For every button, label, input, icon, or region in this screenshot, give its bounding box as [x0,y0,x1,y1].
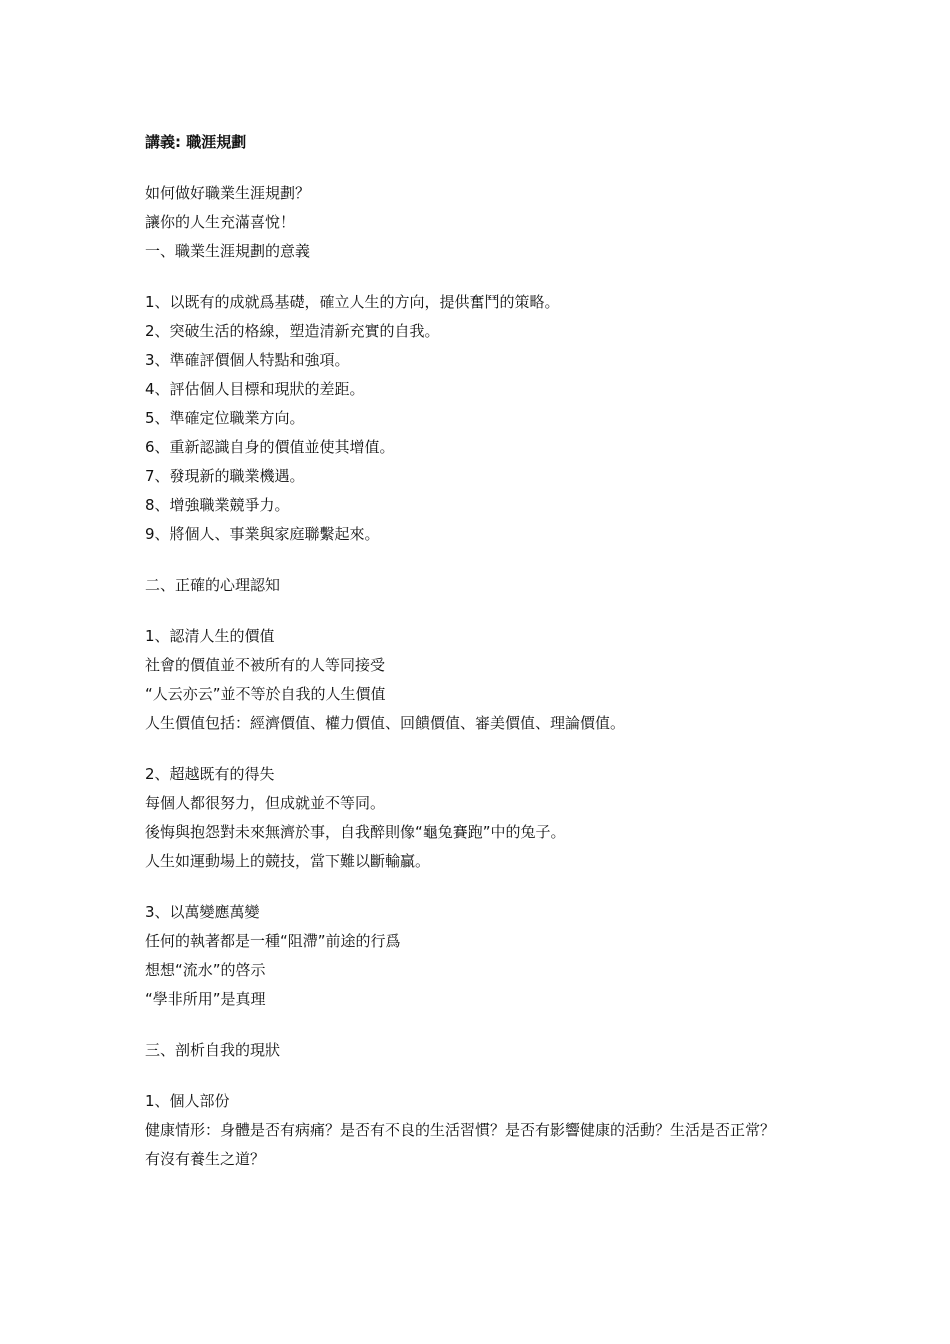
spacer [145,1065,835,1087]
spacer [145,738,835,760]
document-page [145,128,835,1174]
spacer [145,157,835,179]
paragraph-line: 後悔與抱怨對未來無濟於事，自我醉則像“龜兔賽跑”中的兔子。 [145,823,566,841]
spacer [145,266,835,288]
intro-line: 讓你的人生充滿喜悅！ [145,213,296,231]
paragraph-line: 社會的價值並不被所有的人等同接受 [145,656,386,674]
list-item: 2、突破生活的格線，塑造清新充實的自我。 [145,322,440,340]
spacer [145,1014,835,1036]
document-title: 講義: 職涯規劃 [145,133,247,151]
paragraph-line: 人生價值包括：經濟價值、權力價值、回饋價值、審美價值、理論價值。 [145,714,626,732]
list-item: 9、將個人、事業與家庭聯繫起來。 [145,525,380,543]
section2-part3 [145,898,835,1014]
paragraph-line: 人生如運動場上的競技，當下難以斷輸贏。 [145,852,431,870]
subsection-heading: 1、個人部份 [145,1092,230,1110]
paragraph-line: 任何的執著都是一種“阻滯”前途的行爲 [145,932,401,950]
list-item: 6、重新認識自身的價值並使其增值。 [145,438,395,456]
list-item: 7、發現新的職業機遇。 [145,467,305,485]
spacer [145,549,835,571]
list-item: 8、增強職業競爭力。 [145,496,290,514]
paragraph-line: 有沒有養生之道？ [145,1150,266,1168]
paragraph-line: 健康情形：身體是否有病痛？是否有不良的生活習慣？是否有影響健康的活動？生活是否正常？ [145,1121,776,1139]
list-item: 3、準確評價個人特點和強項。 [145,351,350,369]
section2-part2 [145,760,835,876]
section2-heading: 二、正確的心理認知 [145,576,281,594]
intro-line: 如何做好職業生涯規劃？ [145,184,311,202]
section3-heading: 三、剖析自我的現狀 [145,1041,281,1059]
subsection-heading: 1、認清人生的價值 [145,627,275,645]
subsection-heading: 2、超越既有的得失 [145,765,275,783]
section2-part1 [145,622,835,738]
section3-part1 [145,1087,835,1174]
list-item: 5、準確定位職業方向。 [145,409,305,427]
list-item: 4、評估個人目標和現狀的差距。 [145,380,365,398]
subsection-heading: 3、以萬變應萬變 [145,903,260,921]
paragraph-line: 每個人都很努力，但成就並不等同。 [145,794,386,812]
paragraph-line: 想想“流水”的啓示 [145,961,266,979]
intro-block [145,179,835,266]
section1-list [145,288,835,549]
section1-heading: 一、職業生涯規劃的意義 [145,242,311,260]
spacer [145,876,835,898]
paragraph-line: “學非所用”是真理 [145,990,266,1008]
paragraph-line: “人云亦云”並不等於自我的人生價值 [145,685,386,703]
list-item: 1、以既有的成就爲基礎，確立人生的方向，提供奮鬥的策略。 [145,293,560,311]
spacer [145,600,835,622]
